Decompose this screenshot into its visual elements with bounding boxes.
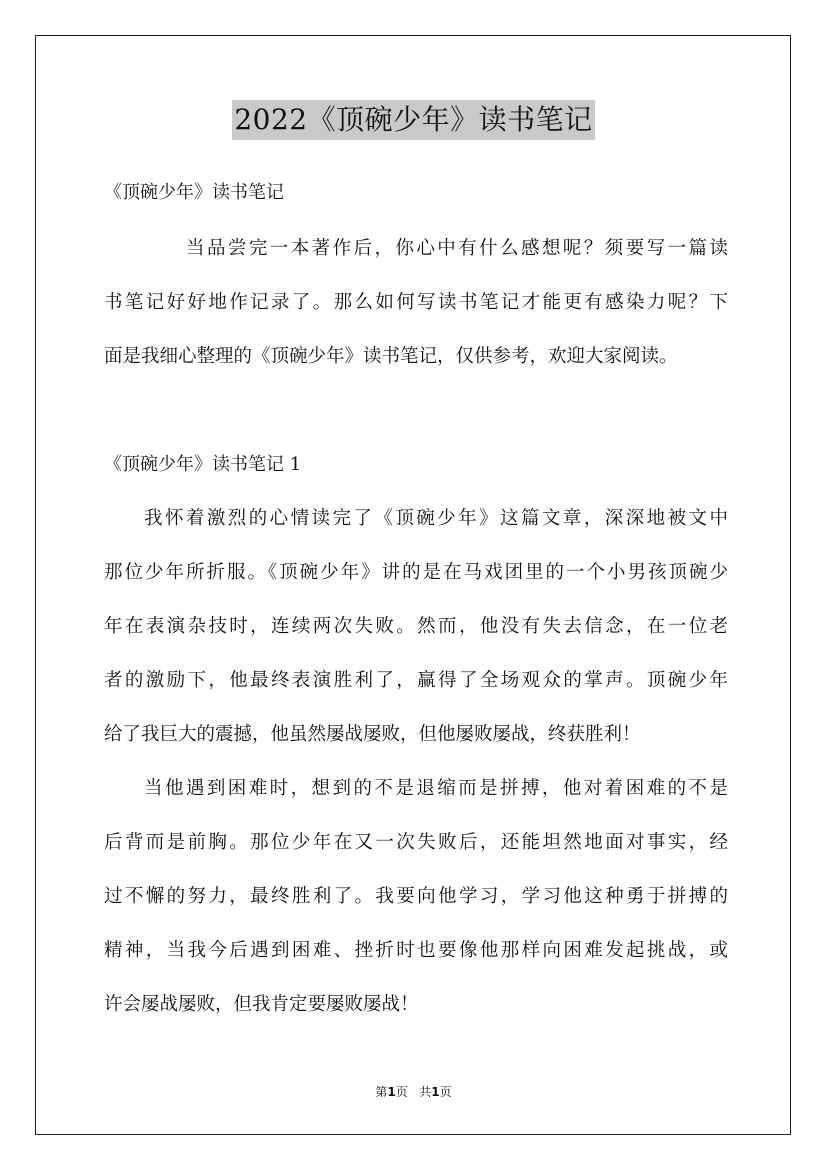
- document-subtitle: 《顶碗少年》读书笔记: [104, 182, 284, 203]
- footer-prefix: 第: [375, 1085, 388, 1099]
- footer-mid: 页 共: [395, 1085, 432, 1099]
- paragraph-line: 当他遇到困难时，想到的不是退缩而是拼搏，他对着困难的不是: [144, 778, 728, 799]
- paragraph-line: 年在表演杂技时，连续两次失败。然而，他没有失去信念，在一位老: [104, 616, 728, 637]
- paragraph-line: 者的激励下，他最终表演胜利了，赢得了全场观众的掌声。顶碗少年: [104, 670, 728, 691]
- intro-line: 当品尝完一本著作后，你心中有什么感想呢？须要写一篇读: [186, 238, 728, 259]
- document-title: 2022《顶碗少年》读书笔记: [232, 100, 594, 140]
- paragraph-line: 过不懈的努力，最终胜利了。我要向他学习，学习他这种勇于拼搏的: [104, 886, 728, 907]
- title-wrap: [0, 100, 827, 140]
- paragraph-line: 那位少年所折服。《顶碗少年》讲的是在马戏团里的一个小男孩顶碗少: [104, 562, 728, 583]
- intro-line: 书笔记好好地作记录了。那么如何写读书笔记才能更有感染力呢？下: [104, 292, 728, 313]
- paragraph-line: 我怀着激烈的心情读完了《顶碗少年》这篇文章，深深地被文中: [144, 508, 728, 529]
- paragraph-line: 后背而是前胸。那位少年在又一次失败后，还能坦然地面对事实，经: [104, 832, 728, 853]
- paragraph-line: 许会屡战屡败，但我肯定要屡败屡战！: [104, 994, 419, 1015]
- section-heading: 《顶碗少年》读书笔记 1: [104, 454, 302, 475]
- footer-suffix: 页: [439, 1085, 452, 1099]
- footer-total-pages: 1: [431, 1085, 440, 1099]
- intro-line: 面是我细心整理的《顶碗少年》读书笔记，仅供参考，欢迎大家阅读。: [104, 346, 678, 367]
- paragraph-line: 给了我巨大的震撼，他虽然屡战屡败，但他屡败屡战，终获胜利！: [104, 724, 641, 745]
- paragraph-line: 精神，当我今后遇到困难、挫折时也要像他那样向困难发起挑战，或: [104, 940, 728, 961]
- footer-page-number: 1: [387, 1085, 396, 1099]
- page-footer: [0, 1084, 827, 1100]
